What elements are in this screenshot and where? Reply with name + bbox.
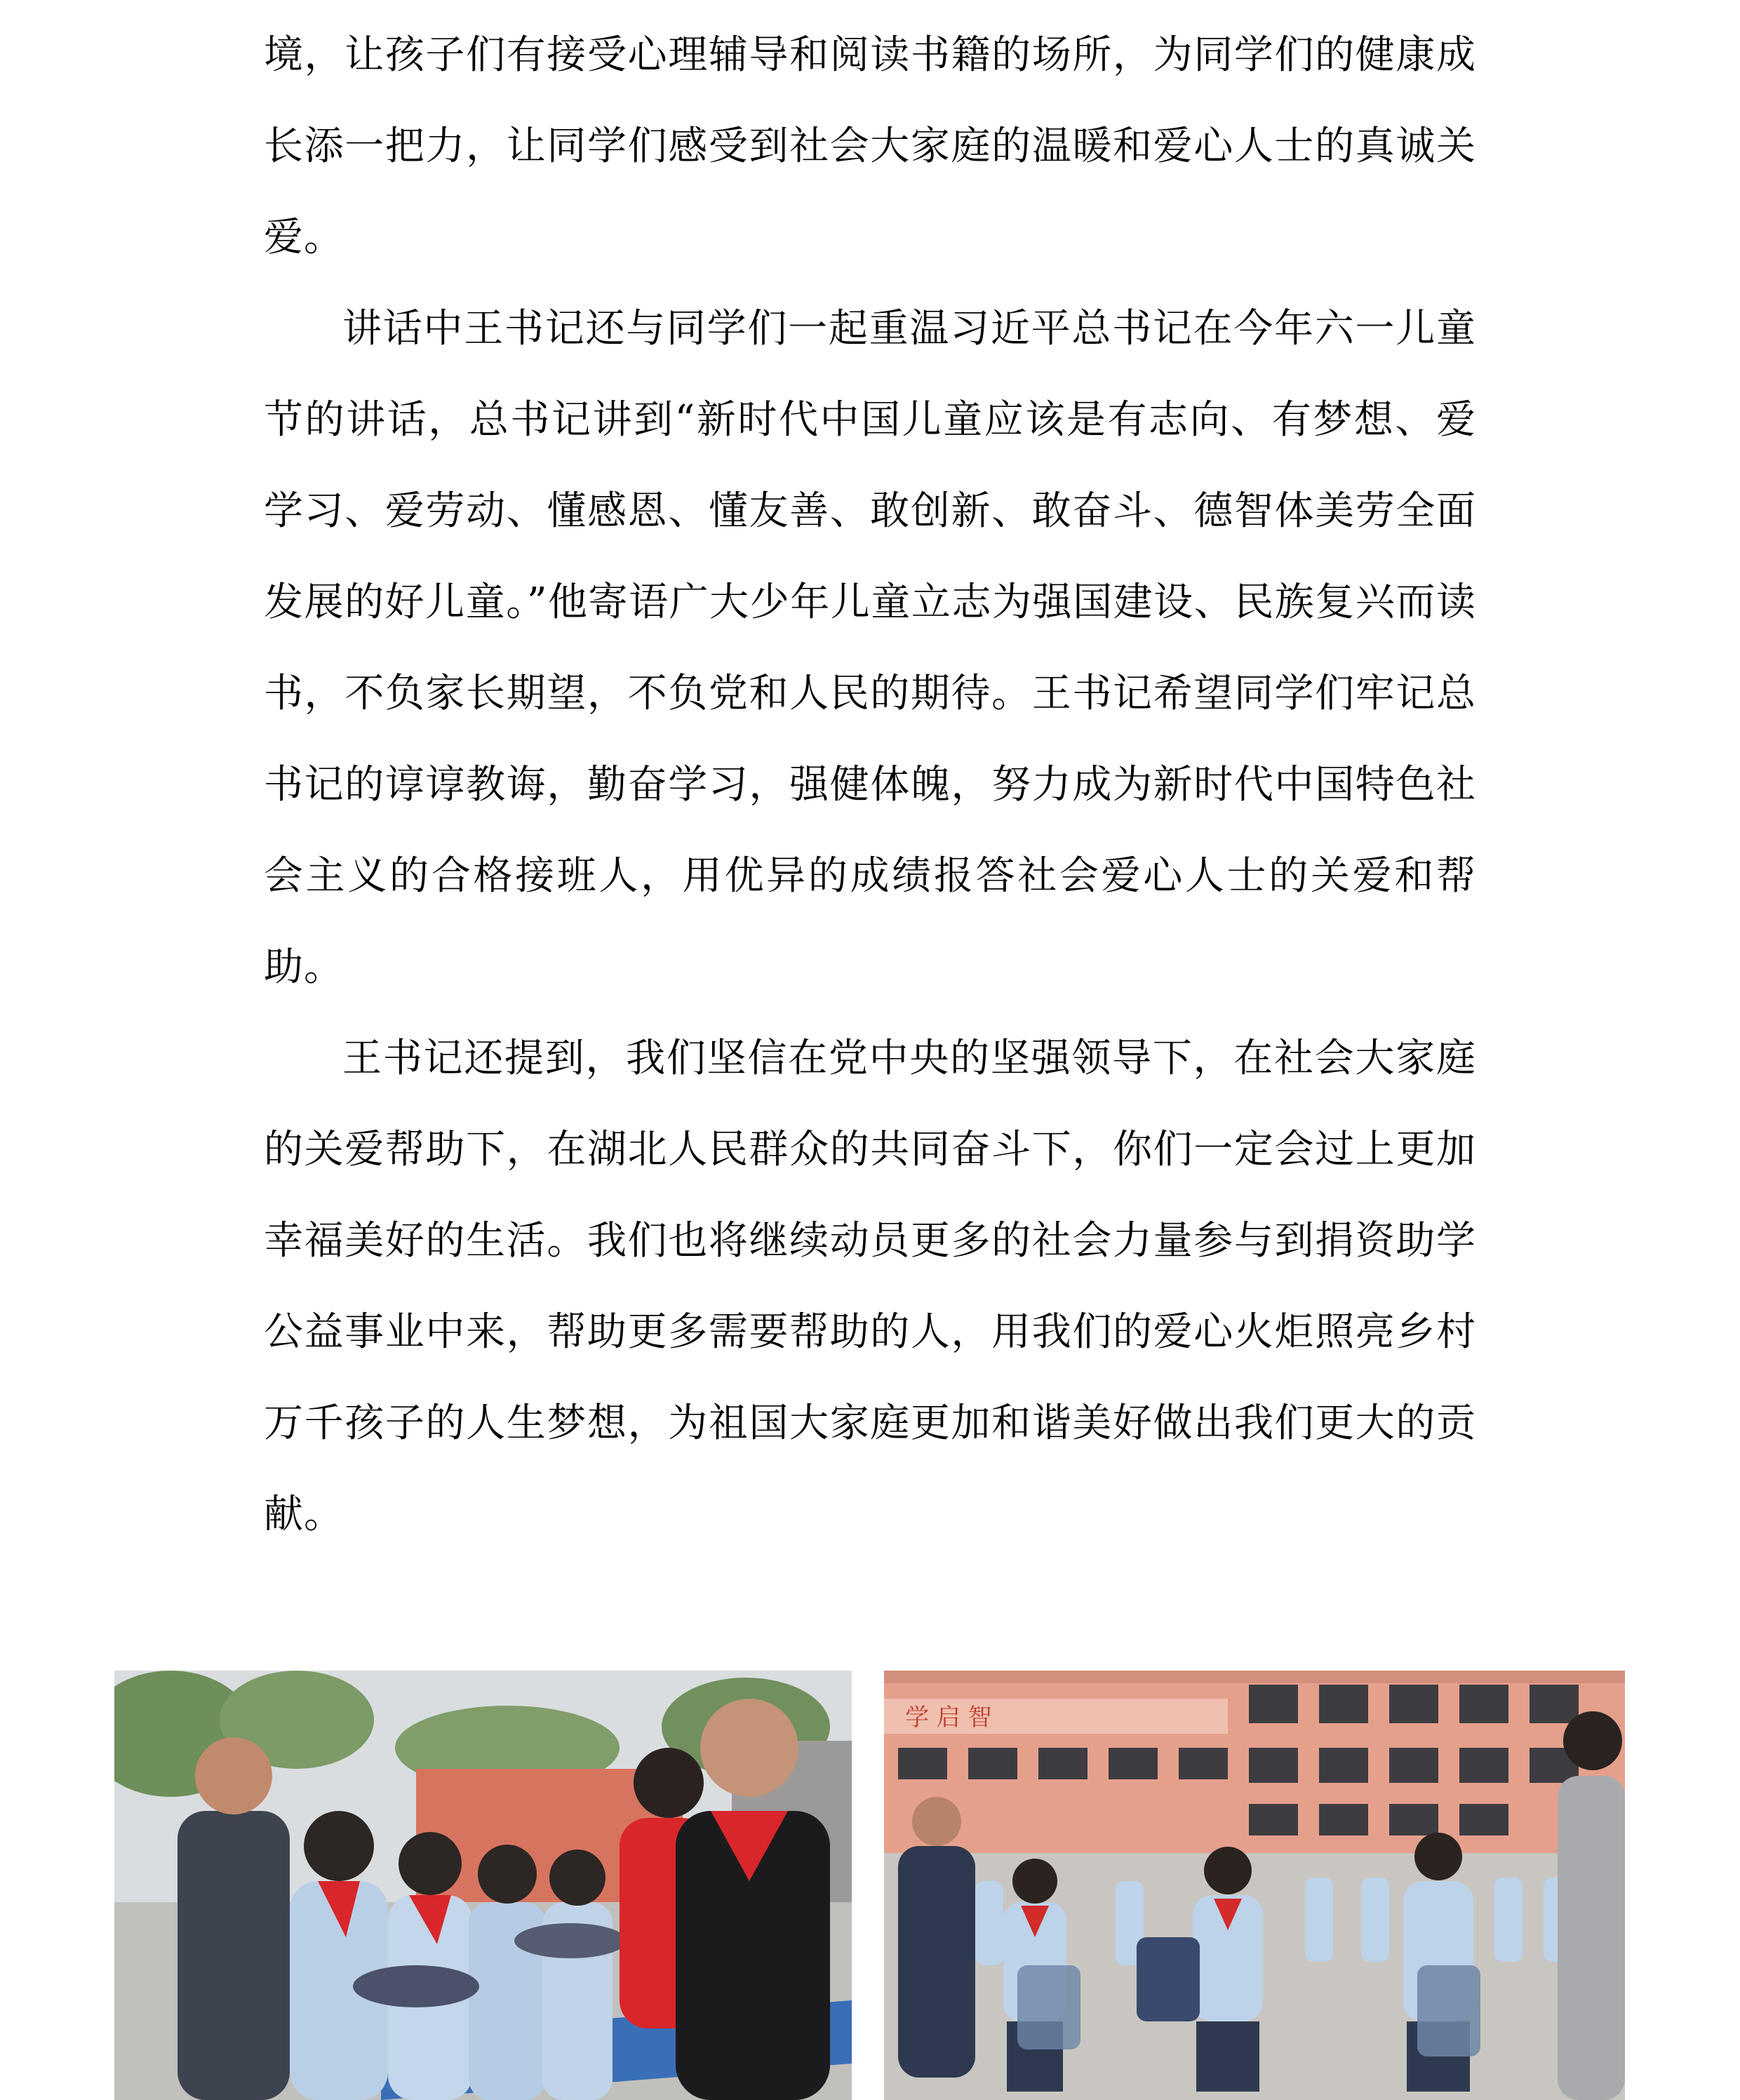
paragraph-speech-review: 讲话中王书记还与同学们一起重温习近平总书记在今年六一儿童节的讲话，总书记讲到“新时代中国儿童应该是有志向、有梦想、爱学习、爱劳动、懂感恩、懂友善、敢创新、敢奋斗、德智体美劳全面发展的好儿童。”他寄语广大少年儿童立志为强国建设、民族复兴而读书，不负家长期望，不负党和人民的期待。王书记希望同学们牢记总书记的谆谆教诲，勤奋学习，强健体魄，努力成为新时代中国特色社会主义的合格接班人，用优异的成绩报答社会爱心人士的关爱和帮助。	[264, 306, 1476, 990]
paragraph-closing: 王书记还提到，我们坚信在党中央的坚强领导下，在社会大家庭的关爱帮助下，在湖北人民群众的共同奋斗下，你们一定会过上更加幸福美好的生活。我们也将继续动员更多的社会力量参与到捐资助学公益事业中来，帮助更多需要帮助的人，用我们的爱心火炬照亮乡村万千孩子的人生梦想，为祖国大家庭更加和谐美好做出我们更大的贡献。	[264, 1036, 1476, 1537]
photo-students-schoolyard	[884, 1671, 1625, 2100]
school-sign-text: 学 启 智	[905, 1704, 992, 1732]
photo-icon	[114, 1671, 852, 2100]
article-body	[264, 10, 1476, 1560]
photo-distribution-ceremony	[114, 1671, 852, 2100]
paragraph-continuation: 境，让孩子们有接受心理辅导和阅读书籍的场所，为同学们的健康成长添一把力，让同学们感受到社会大家庭的温暖和爱心人士的真诚关爱。	[264, 32, 1476, 260]
photo-icon	[884, 1671, 1625, 2100]
